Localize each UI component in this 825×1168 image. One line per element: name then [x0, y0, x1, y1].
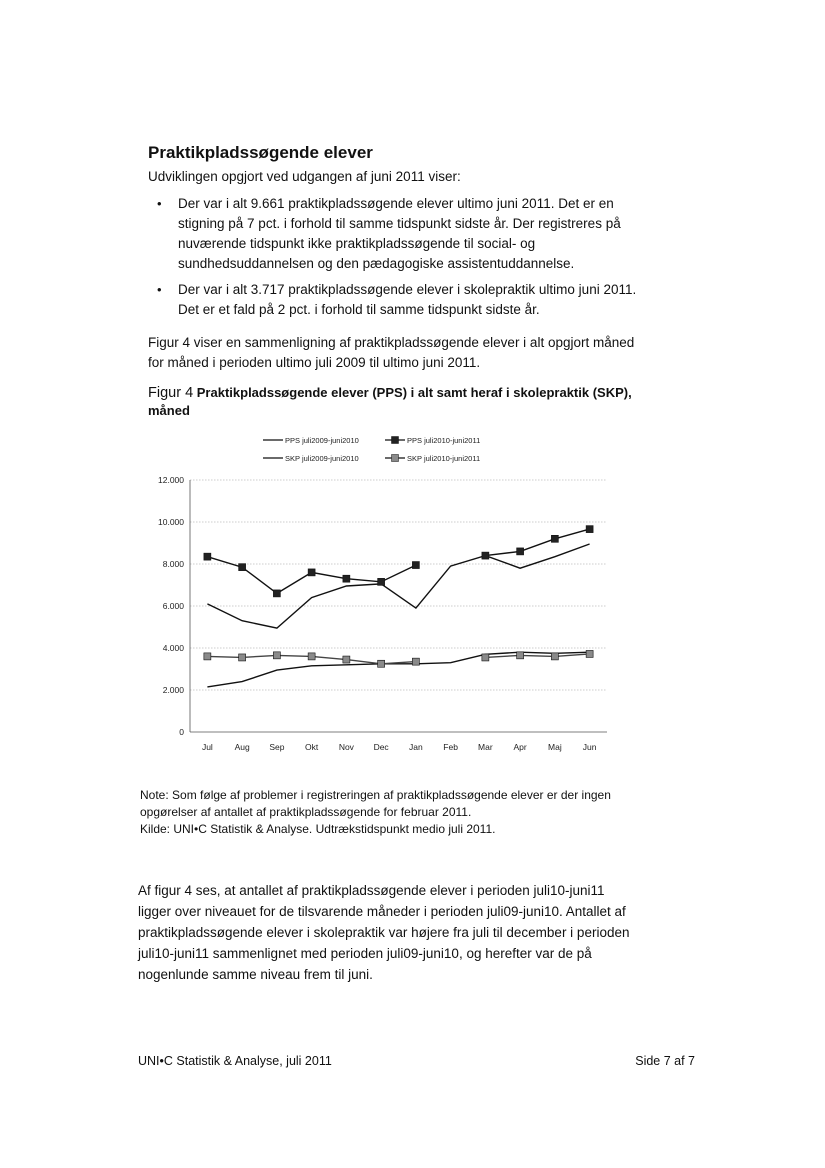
y-tick-label: 2.000: [162, 685, 184, 695]
x-tick-label: Feb: [443, 742, 458, 752]
data-point-marker: [412, 658, 419, 665]
paragraph-figure-intro: Figur 4 viser en sammenligning af praktikpladssøgende elever i alt opgjort måned for måned i perioden ultimo juli 2009 til ultimo juni 2011.: [148, 335, 635, 370]
intro-text: Udviklingen opgjort ved udgangen af juni 2011 viser:: [148, 169, 461, 184]
source-text: Kilde: UNI•C Statistik & Analyse. Udtrækstidspunkt medio juli 2011.: [140, 822, 496, 836]
y-tick-label: 6.000: [162, 601, 184, 611]
x-tick-label: Sep: [269, 742, 285, 752]
x-tick-label: Dec: [373, 742, 389, 752]
data-point-marker: [239, 564, 246, 571]
x-tick-label: Maj: [548, 742, 562, 752]
y-tick-label: 12.000: [158, 475, 184, 485]
data-point-marker: [204, 653, 211, 660]
data-point-marker: [343, 656, 350, 663]
data-point-marker: [482, 654, 489, 661]
x-tick-label: Aug: [234, 742, 250, 752]
paragraph-analysis: Af figur 4 ses, at antallet af praktikpladssøgende elever i perioden juli10-juni11 ligger over niveauet for de tilsvarende måneder i perioden juli09-juni10. Antallet af praktikpladssøgende elever i skolepraktik var højere fra juli til december i perioden juli10-juni11 sammenlignet med perioden juli09-juni10, og herefter var de på nogenlunde samme niveau frem til juni.: [138, 883, 630, 982]
footer-page-number: Side 7 af 7: [635, 1054, 695, 1068]
footer-publisher: UNI•C Statistik & Analyse, juli 2011: [138, 1054, 332, 1068]
figure-caption-text: Praktikpladssøgende elever (PPS) i alt samt heraf i skolepraktik (SKP), måned: [148, 385, 632, 418]
bullet-item: • Der var i alt 3.717 praktikpladssøgende elever i skolepraktik ultimo juni 2011. Det er et fald på 2 pct. i forhold til samme tidspunkt sidste år.: [148, 280, 648, 320]
data-point-marker: [308, 653, 315, 660]
data-point-marker: [586, 526, 593, 533]
legend-marker: [392, 455, 399, 462]
legend-label: SKP juli2010-juni2011: [407, 454, 481, 463]
figure-number: Figur 4: [148, 385, 194, 401]
data-point-marker: [586, 650, 593, 657]
x-tick-label: Mar: [478, 742, 493, 752]
chart-svg: [145, 430, 615, 760]
data-point-marker: [378, 660, 385, 667]
bullet-list: [148, 194, 648, 326]
legend-label: PPS juli2009-juni2010: [285, 436, 359, 445]
data-point-marker: [517, 652, 524, 659]
line-chart: [145, 430, 615, 760]
x-tick-label: Jun: [582, 742, 597, 752]
legend-label: PPS juli2010-juni2011: [407, 436, 481, 445]
x-tick-label: Okt: [305, 742, 319, 752]
series-line: [207, 652, 589, 687]
series-line: [207, 529, 589, 593]
y-tick-label: 0: [179, 727, 184, 737]
data-point-marker: [517, 548, 524, 555]
data-point-marker: [551, 535, 558, 542]
figure-note: [140, 787, 660, 838]
data-point-marker: [482, 552, 489, 559]
data-point-marker: [551, 653, 558, 660]
data-point-marker: [308, 569, 315, 576]
figure-caption: [148, 384, 638, 420]
data-point-marker: [343, 575, 350, 582]
data-point-marker: [204, 553, 211, 560]
data-point-marker: [273, 652, 280, 659]
x-tick-label: Apr: [513, 742, 527, 752]
y-tick-label: 8.000: [162, 559, 184, 569]
data-point-marker: [239, 654, 246, 661]
y-tick-label: 10.000: [158, 517, 184, 527]
data-point-marker: [273, 590, 280, 597]
series-line: [207, 654, 589, 664]
x-tick-label: Jul: [201, 742, 213, 752]
x-tick-label: Nov: [338, 742, 354, 752]
data-point-marker: [378, 578, 385, 585]
bullet-item: • Der var i alt 9.661 praktikpladssøgende elever ultimo juni 2011. Det er en stigning på 7 pct. i forhold til samme tidspunkt sidste år. Der registreres på nuværende tidspunkt ikke praktikpladssøgende til social- og sundhedsuddannelsen og den pædagogiske assistentuddannelse.: [148, 194, 648, 274]
section-title: Praktikpladssøgende elever: [148, 143, 373, 162]
series-line: [207, 544, 589, 628]
legend-label: SKP juli2009-juni2010: [285, 454, 359, 463]
x-tick-label: Jan: [409, 742, 423, 752]
y-tick-label: 4.000: [162, 643, 184, 653]
note-text: Note: Som følge af problemer i registreringen af praktikpladssøgende elever er der ingen opgørelser af antallet af praktikpladssøgende for februar 2011.: [140, 788, 611, 819]
data-point-marker: [412, 562, 419, 569]
legend-marker: [392, 437, 399, 444]
